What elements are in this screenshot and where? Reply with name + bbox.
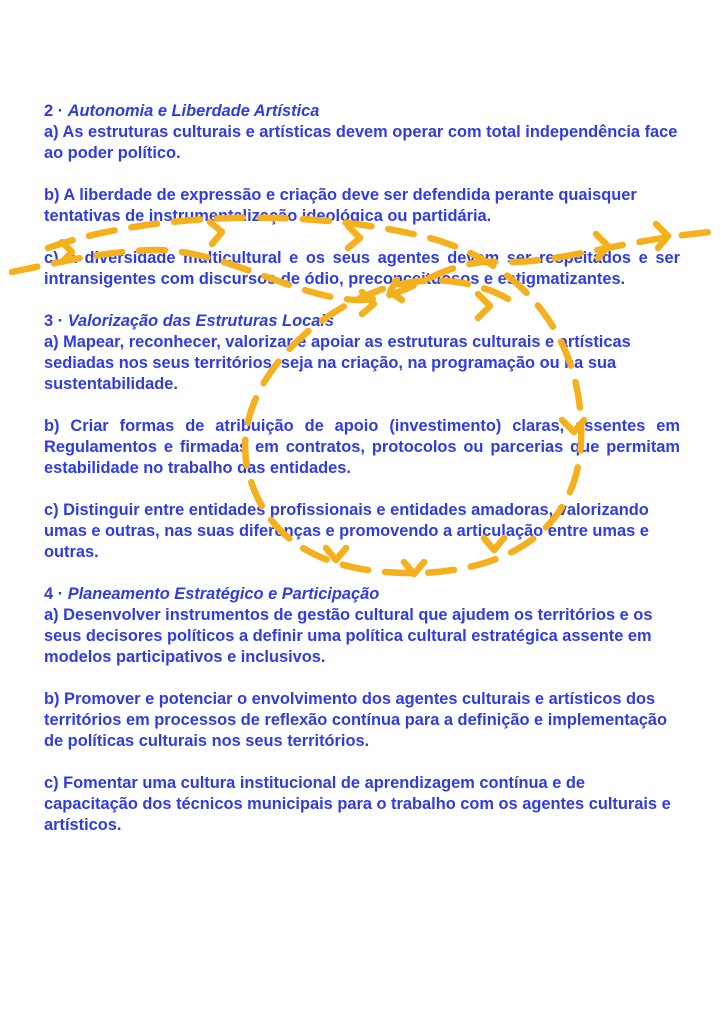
section-title: Autonomia e Liberdade Artística (67, 102, 320, 120)
paragraph-3c: c) Distinguir entre entidades profissionais e entidades amadoras, valorizando umas e outras, nas suas diferenças e promovendo a articulação entre umas e outras. (44, 501, 649, 561)
paragraph-2c: c) A diversidade multicultural e os seus agentes devem ser respeitados e ser intransigentes com discursos de ódio, preconceituosos e estigmatizantes. (44, 249, 680, 288)
section-autonomia (44, 101, 680, 290)
section-number: 2 · (44, 102, 68, 120)
section-number: 4 · (44, 585, 68, 603)
paragraph-4c: c) Fomentar uma cultura institucional de aprendizagem contínua e de capacitação dos técnicos municipais para o trabalho com os agentes culturais e artísticos. (44, 774, 671, 834)
paragraph-2b: b) A liberdade de expressão e criação deve ser defendida perante quaisquer tentativas de instrumentalização ideológica ou partidária. (44, 186, 637, 225)
section-planeamento (44, 584, 680, 836)
section-heading (44, 101, 680, 122)
section-number: 3 · (44, 312, 68, 330)
paragraph-2a: a) As estruturas culturais e artísticas devem operar com total independência face ao poder político. (44, 123, 678, 162)
paragraph-4b: b) Promover e potenciar o envolvimento dos agentes culturais e artísticos dos territórios em processos de reflexão contínua para a definição e implementação de políticas culturais nos seus territórios. (44, 690, 668, 750)
document-body (44, 101, 680, 857)
section-heading (44, 311, 680, 332)
section-title: Valorização das Estruturas Locais (67, 312, 334, 330)
section-valorizacao (44, 311, 680, 563)
paragraph-3a: a) Mapear, reconhecer, valorizar e apoiar as estruturas culturais e artísticas sediadas nos seus territórios, seja na criação, na programação ou na sua sustentabilidade. (44, 333, 631, 393)
section-heading (44, 584, 680, 605)
paragraph-4a: a) Desenvolver instrumentos de gestão cultural que ajudem os territórios e os seus decisores políticos a definir uma política cultural estratégica assente em modelos participativos e inclusivos. (44, 606, 653, 666)
paragraph-3b: b) Criar formas de atribuição de apoio (investimento) claras, assentes em Regulamentos e firmadas em contratos, protocolos ou parcerias que permitam estabilidade no trabalho das entidades. (44, 417, 680, 477)
section-title: Planeamento Estratégico e Participação (67, 585, 380, 603)
